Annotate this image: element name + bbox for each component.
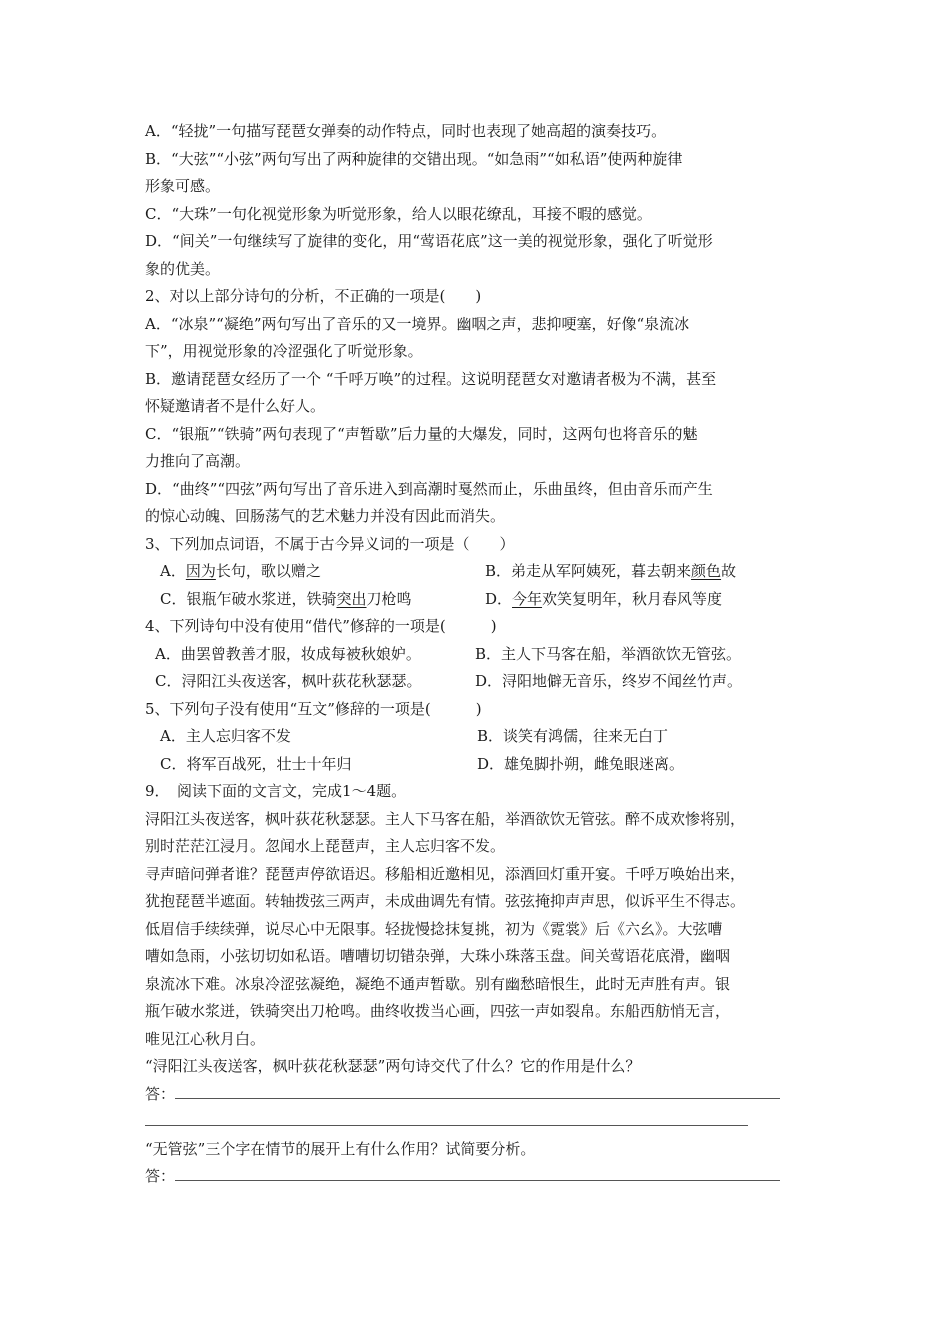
q1-option-c: C．“大珠”一句化视觉形象为听觉形象，给人以眼花缭乱，耳接不暇的感觉。: [145, 204, 652, 223]
exam-page: [145, 118, 810, 1191]
q1-option-d-cont: 象的优美。: [145, 259, 221, 278]
q4-options-row1: [145, 641, 810, 669]
underlined-word: 颜色: [691, 562, 722, 580]
q2-option-c-cont: 力推向了高潮。: [145, 452, 251, 470]
q3-options-row2: [145, 586, 810, 614]
q2-option-d: D．“曲终”“四弦”两句写出了音乐进入到高潮时戛然而止，乐曲虽终，但由音乐而产生: [145, 479, 713, 498]
q3-option-d: D．今年欢笑复明年，秋月春风等度: [485, 589, 723, 608]
q2-option-a-cont: 下”，用视觉形象的冷涩强化了听觉形象。: [145, 342, 423, 360]
q5-options-row1: [145, 723, 810, 751]
q1-option-b: B．“大弦”“小弦”两句写出了两种旋律的交错出现。“如急雨”“如私语”使两种旋律: [145, 149, 683, 168]
underlined-word: 突出: [336, 589, 367, 608]
answer-blank[interactable]: [175, 1165, 780, 1181]
q5-option-d: D．雄兔脚扑朔，雌兔眼迷离。: [477, 754, 685, 773]
underlined-word: 今年: [512, 589, 543, 608]
q1-option-d: D．“间关”一句继续写了旋律的变化，用“莺语花底”这一美的视觉形象，强化了听觉形: [145, 232, 713, 250]
q3-option-a: A．因为长句，歌以赠之: [160, 562, 321, 580]
poem-line: 寻声暗问弹者谁？琵琶声停欲语迟。移船相近邀相见，添酒回灯重开宴。千呼万唤始出来，: [145, 864, 746, 883]
q2-option-a: A．“冰泉”“凝绝”两句写出了音乐的又一境界。幽咽之声，悲抑哽塞，好像“泉流冰: [145, 314, 690, 333]
answer-line-2: [145, 1108, 810, 1136]
q3-stem: 3、下列加点词语，不属于古今异义词的一项是（ ）: [145, 534, 515, 553]
q2-option-b: B．邀请琵琶女经历了一个 “千呼万唤”的过程。这说明琵琶女对邀请者极为不满，甚至: [145, 369, 717, 388]
q4-option-c: C．浔阳江头夜送客，枫叶荻花秋瑟瑟。: [155, 672, 422, 690]
q4-option-d: D．浔阳地僻无音乐，终岁不闻丝竹声。: [475, 672, 743, 690]
answer-label: 答：: [145, 1167, 176, 1185]
answer-blank[interactable]: [175, 1083, 780, 1099]
poem-line: 别时茫茫江浸月。忽闻水上琵琶声，主人忘归客不发。: [145, 837, 506, 855]
poem-line: 瓶乍破水浆迸，铁骑突出刀枪鸣。曲终收拨当心画，四弦一声如裂帛。东船西舫悄无言，: [145, 1002, 731, 1020]
poem-line: 唯见江心秋月白。: [145, 1029, 266, 1048]
q2-option-d-cont: 的惊心动魄、回肠荡气的艺术魅力并没有因此而消失。: [145, 507, 506, 525]
q2-option-c: C．“银瓶”“铁骑”两句表现了“声暂歇”后力量的大爆发，同时，这两句也将音乐的魅: [145, 424, 698, 443]
answer-line-3: [145, 1163, 810, 1191]
q5-option-a: A．主人忘归客不发: [160, 727, 291, 745]
q1-option-b-cont: 形象可感。: [145, 177, 221, 195]
q3-option-c: C．银瓶乍破水浆迸，铁骑突出刀枪鸣: [160, 589, 412, 608]
sub-question-2: “无管弦”三个字在情节的展开上有什么作用？试简要分析。: [145, 1139, 536, 1158]
poem-line: 低眉信手续续弹，说尽心中无限事。轻拢慢捻抹复挑，初为《霓裳》后《六幺》。大弦嘈: [145, 919, 723, 938]
q5-option-c: C．将军百战死，壮士十年归: [160, 754, 352, 773]
q4-option-b: B．主人下马客在船，举酒欲饮无管弦。: [475, 644, 742, 663]
poem-line: 嘈如急雨，小弦切切如私语。嘈嘈切切错杂弹，大珠小珠落玉盘。间关莺语花底滑，幽咽: [145, 947, 731, 965]
q2-option-b-cont: 怀疑邀请者不是什么好人。: [145, 397, 326, 415]
q4-option-a: A．曲罢曾教善才服，妆成每被秋娘妒。: [155, 644, 421, 663]
q3-option-b: B．弟走从军阿姨死，暮去朝来颜色故: [485, 562, 737, 580]
answer-line-1: [145, 1081, 810, 1109]
q5-option-b: B．谈笑有鸿儒，往来无白丁: [477, 727, 669, 745]
q4-options-row2: [145, 668, 810, 696]
q1-option-a: A．“轻拢”一句描写琵琶女弹奏的动作特点，同时也表现了她高超的演奏技巧。: [145, 122, 667, 140]
poem-line: 犹抱琵琶半遮面。转轴拨弦三两声，未成曲调先有情。弦弦掩抑声声思，似诉平生不得志。: [145, 892, 746, 910]
q5-stem: 5、下列句子没有使用“互文”修辞的一项是( ): [145, 699, 482, 718]
q4-stem: 4、下列诗句中没有使用“借代”修辞的一项是( ): [145, 617, 497, 635]
answer-label: 答：: [145, 1084, 176, 1103]
q5-options-row2: [145, 751, 810, 779]
poem-line: 泉流冰下难。冰泉冷涩弦凝绝，凝绝不通声暂歇。别有幽愁暗恨生，此时无声胜有声。银: [145, 974, 731, 993]
answer-blank[interactable]: [145, 1110, 748, 1126]
q9-stem: 9． 阅读下面的文言文，完成1～4题。: [145, 782, 407, 800]
q3-options-row1: [145, 558, 810, 586]
q2-stem: 2、对以上部分诗句的分析，不正确的一项是( ): [145, 287, 482, 305]
underlined-word: 因为: [185, 562, 216, 580]
sub-question-1: “浔阳江头夜送客，枫叶荻花秋瑟瑟”两句诗交代了什么？它的作用是什么？: [145, 1057, 641, 1075]
poem-line: 浔阳江头夜送客，枫叶荻花秋瑟瑟。主人下马客在船，举酒欲饮无管弦。醉不成欢惨将别，: [145, 809, 746, 828]
